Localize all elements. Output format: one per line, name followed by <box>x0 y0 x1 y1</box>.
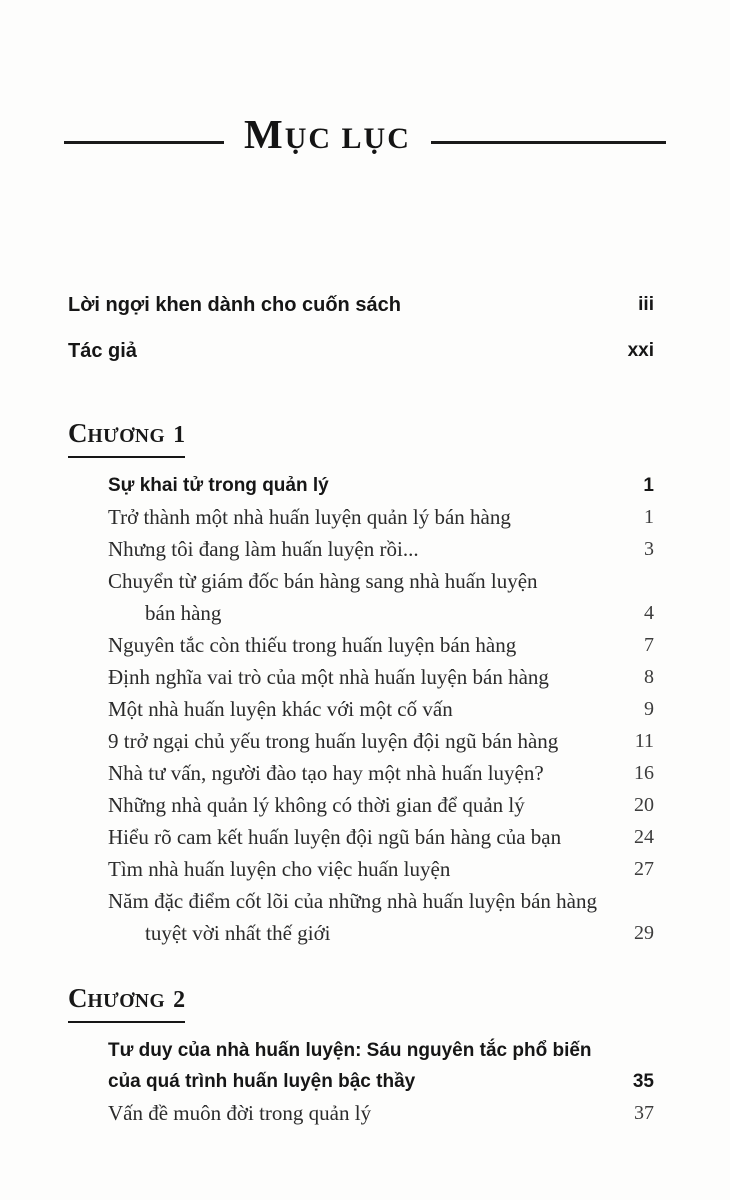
toc-entry <box>68 885 654 949</box>
page-number: 9 <box>644 698 654 720</box>
toc-entry-line: Tìm nhà huấn luyện cho việc huấn luyện <box>108 857 451 881</box>
toc-entry-line: Nhưng tôi đang làm huấn luyện rồi... <box>108 537 419 561</box>
toc-entry <box>68 725 654 757</box>
toc-entry-text <box>108 821 602 853</box>
chapter-heading-number: 2 <box>173 987 186 1013</box>
front-matter-row <box>68 290 654 320</box>
page-number: 29 <box>634 922 654 944</box>
chapter-block <box>68 983 654 1129</box>
page-number: 7 <box>644 634 654 656</box>
toc-entry-line: Chuyển từ giám đốc bán hàng sang nhà huấn luyện <box>108 569 538 593</box>
front-matter-section <box>68 290 654 366</box>
toc-entry-text <box>108 757 602 789</box>
decorative-rule-right <box>431 141 666 144</box>
page-number: 27 <box>634 858 654 880</box>
chapter-heading-body: HƯƠNG <box>87 426 166 447</box>
toc-entry-text <box>108 533 602 565</box>
page-title-rest: ỤC LỤC <box>284 122 411 155</box>
chapter-block <box>68 418 654 949</box>
toc-entry-text <box>108 661 602 693</box>
toc-entry <box>68 821 654 853</box>
toc-entry-line: Những nhà quản lý không có thời gian để quản lý <box>108 793 525 817</box>
chapter-heading <box>68 418 654 458</box>
chapter-title-row <box>68 1035 654 1097</box>
front-matter-row <box>68 336 654 366</box>
page-number: 8 <box>644 666 654 688</box>
toc-entry <box>68 853 654 885</box>
toc-entry-text <box>108 885 602 949</box>
page-number: 1 <box>643 475 654 496</box>
chapter-heading-lead: C <box>68 418 88 448</box>
toc-entry <box>68 661 654 693</box>
toc-entry-line: Một nhà huấn luyện khác với một cố vấn <box>108 697 453 721</box>
page-number: 3 <box>644 538 654 560</box>
toc-entry-line: tuyệt vời nhất thế giới <box>145 921 331 945</box>
front-matter-label: Tác giả <box>68 340 137 362</box>
chapter-title-row <box>68 470 654 501</box>
toc-body <box>68 290 654 1129</box>
toc-entry-line: 9 trở ngại chủ yếu trong huấn luyện đội ngũ bán hàng <box>108 729 559 753</box>
page-number: iii <box>638 294 654 315</box>
toc-entry <box>68 789 654 821</box>
toc-entry-text <box>108 853 602 885</box>
chapter-title-row-text <box>108 1035 602 1097</box>
toc-entry <box>68 629 654 661</box>
page-number: 20 <box>634 794 654 816</box>
toc-entry <box>68 757 654 789</box>
toc-entry-line: Vấn đề muôn đời trong quản lý <box>108 1101 372 1125</box>
chapter-heading-text <box>68 418 185 458</box>
toc-entry-line: bán hàng <box>145 601 222 625</box>
toc-entry-line: Nguyên tắc còn thiếu trong huấn luyện bán hàng <box>108 633 517 657</box>
page-title <box>224 110 431 168</box>
toc-entry-line: Định nghĩa vai trò của một nhà huấn luyện bán hàng <box>108 665 549 689</box>
toc-entry <box>68 693 654 725</box>
page-title-lead: M <box>244 111 285 157</box>
toc-entry-text <box>108 693 602 725</box>
chapter-heading-lead: C <box>68 983 88 1013</box>
toc-entry <box>68 1097 654 1129</box>
toc-entry <box>68 533 654 565</box>
page-number: 1 <box>644 506 654 528</box>
toc-entry-text <box>108 725 602 757</box>
toc-entry-text <box>108 565 602 629</box>
toc-entry-line: Nhà tư vấn, người đào tạo hay một nhà huấn luyện? <box>108 761 544 785</box>
front-matter-label: Lời ngợi khen dành cho cuốn sách <box>68 294 401 316</box>
page-number: 37 <box>634 1102 654 1124</box>
chapter-heading-text <box>68 983 185 1023</box>
chapter-title-row-line: Sự khai tử trong quản lý <box>108 475 329 496</box>
page-number: xxi <box>627 340 654 361</box>
chapter-title-row-text <box>108 470 602 501</box>
toc-entry-text <box>108 501 602 533</box>
toc-entry-line: Hiểu rõ cam kết huấn luyện đội ngũ bán hàng của bạn <box>108 825 562 849</box>
toc-entry-text <box>108 1097 602 1129</box>
toc-entry-line: Năm đặc điểm cốt lõi của những nhà huấn luyện bán hàng <box>108 889 597 913</box>
toc-entry <box>68 501 654 533</box>
chapter-title-row-line: của quá trình huấn luyện bậc thầy <box>108 1071 416 1092</box>
toc-entry <box>68 565 654 629</box>
chapter-heading <box>68 983 654 1023</box>
page-number: 35 <box>632 1071 654 1092</box>
page-number: 16 <box>634 762 654 784</box>
chapter-title-row-line: Tư duy của nhà huấn luyện: Sáu nguyên tắc phổ biến <box>108 1040 592 1061</box>
page-number: 4 <box>644 602 654 624</box>
toc-entry-text <box>108 789 602 821</box>
toc-entry-line: Trở thành một nhà huấn luyện quản lý bán hàng <box>108 505 511 529</box>
chapter-heading-number: 1 <box>173 422 186 448</box>
page-number: 24 <box>634 826 654 848</box>
chapter-heading-body: HƯƠNG <box>87 991 166 1012</box>
page-number: 11 <box>634 730 654 752</box>
toc-entry-text <box>108 629 602 661</box>
chapters-section <box>68 418 654 1129</box>
decorative-rule-left <box>64 141 224 144</box>
toc-header <box>64 0 666 168</box>
